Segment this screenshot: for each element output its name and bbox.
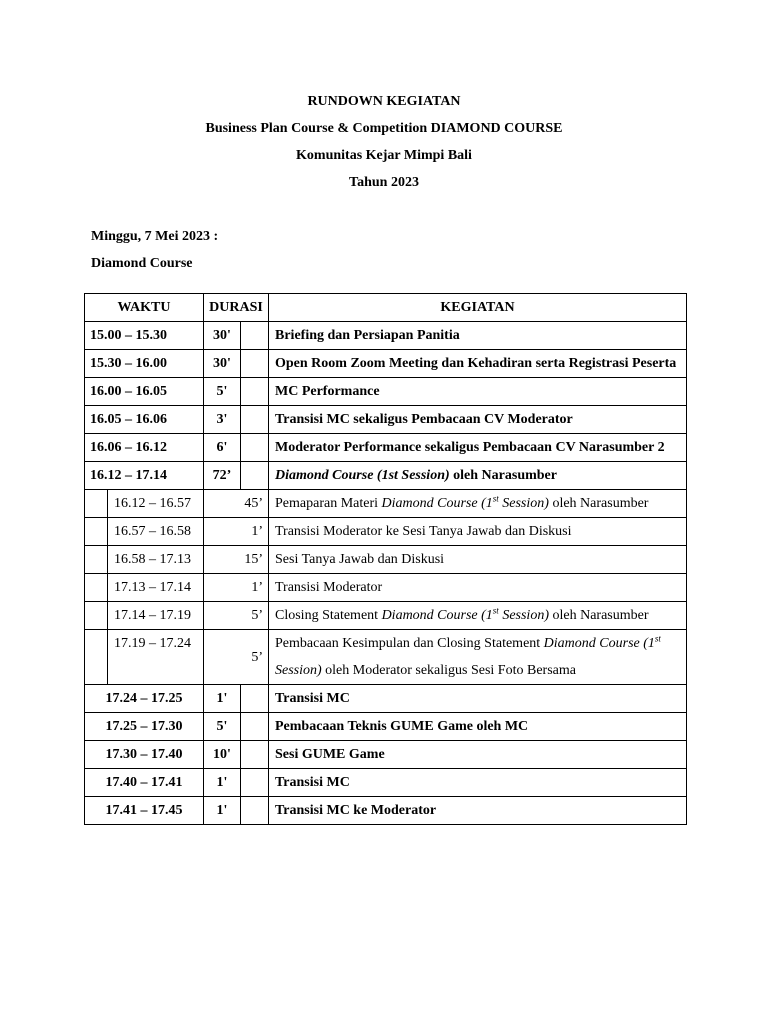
- document-subtitle: Business Plan Course & Competition DIAMOND COURSE: [205, 121, 563, 136]
- durasi-cell: 10': [204, 741, 241, 769]
- durasi-cell: 15’: [204, 546, 269, 574]
- durasi-cell: 5': [204, 713, 241, 741]
- indent-cell: [85, 490, 108, 518]
- waktu-cell: 16.06 – 16.12: [85, 434, 204, 462]
- durasi-cell: 1': [204, 769, 241, 797]
- durasi-cell: 30': [204, 322, 241, 350]
- durasi-cell: 5’: [204, 630, 269, 685]
- table-row: [85, 685, 687, 713]
- kegiatan-cell: [269, 602, 687, 630]
- durasi-cell: 5': [204, 378, 241, 406]
- indent-cell: [85, 630, 108, 685]
- kegiatan-superscript: st: [492, 605, 499, 616]
- table-row: [85, 434, 687, 462]
- kegiatan-cell: Pembacaan Teknis GUME Game oleh MC: [269, 713, 687, 741]
- kegiatan-cell: Sesi Tanya Jawab dan Diskusi: [269, 546, 687, 574]
- rundown-table: [84, 293, 687, 825]
- kegiatan-cell: MC Performance: [269, 378, 687, 406]
- empty-cell: [241, 462, 269, 490]
- kegiatan-text: oleh Moderator sekaligus Sesi Foto Bersama: [321, 663, 576, 678]
- table-subrow: [85, 518, 687, 546]
- waktu-cell: 17.14 – 17.19: [108, 602, 204, 630]
- section-title: Diamond Course: [91, 256, 193, 271]
- indent-cell: [85, 574, 108, 602]
- date-line: Minggu, 7 Mei 2023 :: [91, 229, 219, 244]
- table-row: [85, 378, 687, 406]
- table-subrow: [85, 546, 687, 574]
- kegiatan-italic-text: Session): [498, 608, 549, 623]
- kegiatan-text: Pemaparan Materi: [275, 496, 382, 511]
- empty-cell: [241, 685, 269, 713]
- durasi-cell: 3': [204, 406, 241, 434]
- kegiatan-cell: [269, 490, 687, 518]
- table-row: [85, 713, 687, 741]
- durasi-cell: 45’: [204, 490, 269, 518]
- kegiatan-cell: Transisi Moderator ke Sesi Tanya Jawab dan Diskusi: [269, 518, 687, 546]
- waktu-cell: 16.12 – 16.57: [108, 490, 204, 518]
- waktu-cell: 16.57 – 16.58: [108, 518, 204, 546]
- table-subrow: [85, 574, 687, 602]
- kegiatan-text: oleh Narasumber: [449, 468, 557, 483]
- kegiatan-italic-text: Diamond Course (1: [543, 636, 655, 651]
- kegiatan-cell: Transisi MC: [269, 685, 687, 713]
- empty-cell: [241, 350, 269, 378]
- waktu-cell: 16.05 – 16.06: [85, 406, 204, 434]
- table-subrow: [85, 630, 687, 685]
- kegiatan-text: Pembacaan Kesimpulan dan Closing Statement: [275, 636, 544, 651]
- kegiatan-italic-text: Session): [498, 496, 549, 511]
- indent-cell: [85, 602, 108, 630]
- durasi-cell: 1’: [204, 518, 269, 546]
- kegiatan-cell: Transisi Moderator: [269, 574, 687, 602]
- kegiatan-cell: Transisi MC sekaligus Pembacaan CV Moderator: [269, 406, 687, 434]
- durasi-cell: 72’: [204, 462, 241, 490]
- waktu-cell: 15.00 – 15.30: [85, 322, 204, 350]
- kegiatan-italic-text: Diamond Course (1st Session): [275, 468, 450, 483]
- empty-cell: [241, 434, 269, 462]
- kegiatan-cell: Transisi MC ke Moderator: [269, 797, 687, 825]
- waktu-cell: 17.41 – 17.45: [85, 797, 204, 825]
- header-kegiatan: KEGIATAN: [269, 294, 687, 322]
- waktu-cell: 15.30 – 16.00: [85, 350, 204, 378]
- waktu-cell: 17.13 – 17.14: [108, 574, 204, 602]
- waktu-cell: 17.24 – 17.25: [85, 685, 204, 713]
- durasi-cell: 6': [204, 434, 241, 462]
- waktu-cell: 17.30 – 17.40: [85, 741, 204, 769]
- empty-cell: [241, 378, 269, 406]
- table-row: [85, 462, 687, 490]
- waktu-cell: 17.25 – 17.30: [85, 713, 204, 741]
- header-waktu: WAKTU: [85, 294, 204, 322]
- kegiatan-cell: Open Room Zoom Meeting dan Kehadiran serta Registrasi Peserta: [269, 350, 687, 378]
- kegiatan-cell: [269, 462, 687, 490]
- waktu-cell: 16.00 – 16.05: [85, 378, 204, 406]
- kegiatan-text: oleh Narasumber: [548, 496, 649, 511]
- kegiatan-superscript: st: [492, 493, 499, 504]
- empty-cell: [241, 769, 269, 797]
- table-row: [85, 769, 687, 797]
- table-row: [85, 322, 687, 350]
- kegiatan-cell: [269, 630, 687, 685]
- table-subrow: [85, 602, 687, 630]
- durasi-cell: 30': [204, 350, 241, 378]
- kegiatan-cell: Sesi GUME Game: [269, 741, 687, 769]
- waktu-cell: 16.12 – 17.14: [85, 462, 204, 490]
- indent-cell: [85, 518, 108, 546]
- indent-cell: [85, 546, 108, 574]
- header-durasi: DURASI: [204, 294, 269, 322]
- kegiatan-italic-text: Diamond Course (1: [381, 496, 493, 511]
- kegiatan-text: oleh Narasumber: [548, 608, 649, 623]
- table-header-row: [85, 294, 687, 322]
- empty-cell: [241, 406, 269, 434]
- waktu-cell: 17.40 – 17.41: [85, 769, 204, 797]
- table-row: [85, 406, 687, 434]
- table-row: [85, 741, 687, 769]
- durasi-cell: 1': [204, 797, 241, 825]
- kegiatan-italic-text: Diamond Course (1: [381, 608, 493, 623]
- table-subrow: [85, 490, 687, 518]
- document-year: Tahun 2023: [349, 175, 419, 190]
- waktu-cell: 16.58 – 17.13: [108, 546, 204, 574]
- table-row: [85, 350, 687, 378]
- kegiatan-cell: Transisi MC: [269, 769, 687, 797]
- waktu-cell: 17.19 – 17.24: [108, 630, 204, 685]
- kegiatan-superscript: st: [654, 633, 661, 644]
- empty-cell: [241, 741, 269, 769]
- organizer-name: Komunitas Kejar Mimpi Bali: [296, 148, 472, 163]
- kegiatan-cell: Briefing dan Persiapan Panitia: [269, 322, 687, 350]
- document-title: RUNDOWN KEGIATAN: [307, 94, 461, 109]
- kegiatan-cell: Moderator Performance sekaligus Pembacaan CV Narasumber 2: [269, 434, 687, 462]
- empty-cell: [241, 713, 269, 741]
- empty-cell: [241, 322, 269, 350]
- durasi-cell: 1’: [204, 574, 269, 602]
- kegiatan-text: Closing Statement: [275, 608, 382, 623]
- table-row: [85, 797, 687, 825]
- durasi-cell: 1': [204, 685, 241, 713]
- durasi-cell: 5’: [204, 602, 269, 630]
- empty-cell: [241, 797, 269, 825]
- kegiatan-italic-text: Session): [275, 663, 322, 678]
